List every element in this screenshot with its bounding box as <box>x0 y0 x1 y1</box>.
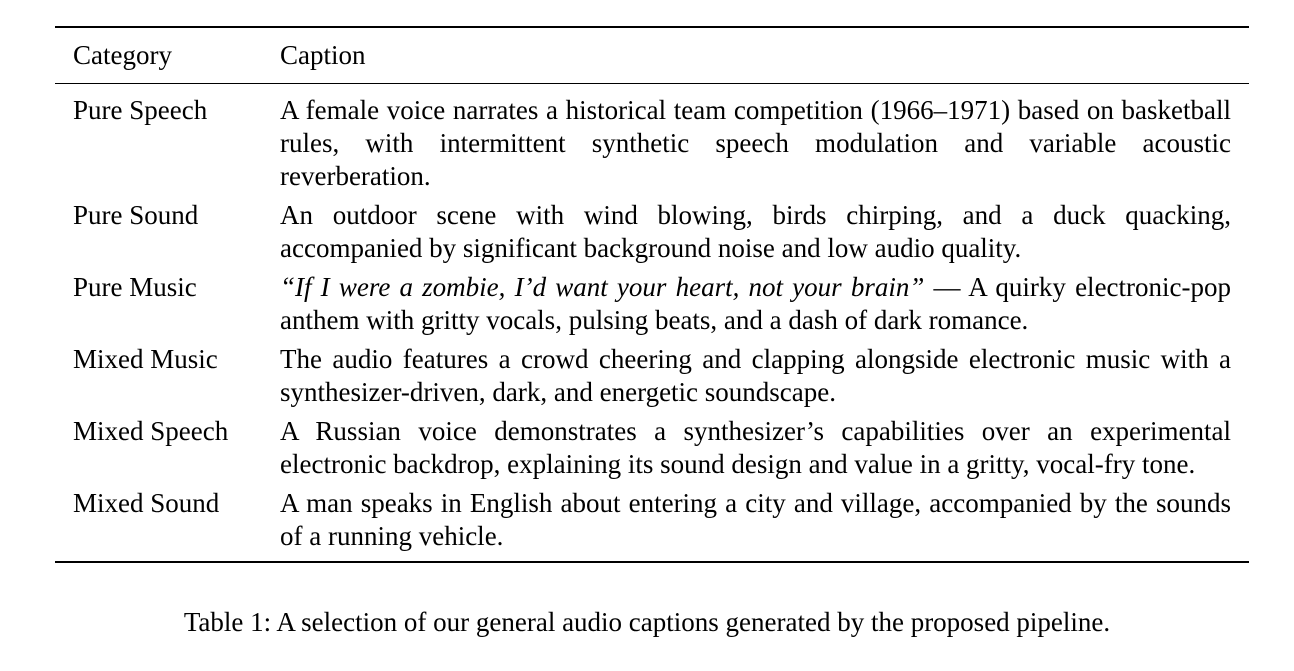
row-caption <box>280 271 1249 343</box>
row-category: Mixed Music <box>73 344 218 374</box>
row-caption <box>280 343 1249 415</box>
caption-text: A man speaks in English about entering a city and village, accompanied by the sounds of a running vehicle. <box>280 488 1231 551</box>
table-row <box>55 271 1249 343</box>
row-caption <box>280 415 1249 487</box>
caption-quote: “If I were a zombie, I’d want your heart, not your brain” <box>280 272 925 302</box>
table-row <box>55 199 1249 271</box>
caption-text: A female voice narrates a historical team competition (1966–1971) based on basketball rules, with intermittent synthetic speech modulation and variable acoustic reverberation. <box>280 95 1231 191</box>
caption-text: A Russian voice demonstrates a synthesizer’s capabilities over an experimental electronic backdrop, explaining its sound design and value in a gritty, vocal-fry tone. <box>280 416 1231 479</box>
caption-text: An outdoor scene with wind blowing, birds chirping, and a duck quacking, accompanied by significant background noise and low audio quality. <box>280 200 1231 263</box>
table-header-row <box>55 27 1249 84</box>
table-row <box>55 343 1249 415</box>
row-category: Pure Sound <box>73 200 199 230</box>
table-caption: Table 1: A selection of our general audio captions generated by the proposed pipeline. <box>183 607 1111 637</box>
row-caption <box>280 84 1249 200</box>
row-caption <box>280 199 1249 271</box>
table-row <box>55 84 1249 200</box>
table-row <box>55 487 1249 562</box>
row-caption <box>280 487 1249 562</box>
caption-text: The audio features a crowd cheering and clapping alongside electronic music with a synthesizer-driven, dark, and energetic soundscape. <box>280 344 1231 407</box>
row-category: Mixed Sound <box>73 488 220 518</box>
row-category: Pure Speech <box>73 95 208 125</box>
caption-text: — A quirky electronic-pop anthem with gritty vocals, pulsing beats, and a dash of dark romance. <box>280 272 1232 335</box>
caption-table-container <box>55 26 1249 563</box>
row-category: Mixed Speech <box>73 416 229 446</box>
audio-caption-table <box>55 26 1249 563</box>
header-caption: Caption <box>280 40 366 70</box>
header-category: Category <box>73 40 172 70</box>
row-category: Pure Music <box>73 272 197 302</box>
table-row <box>55 415 1249 487</box>
